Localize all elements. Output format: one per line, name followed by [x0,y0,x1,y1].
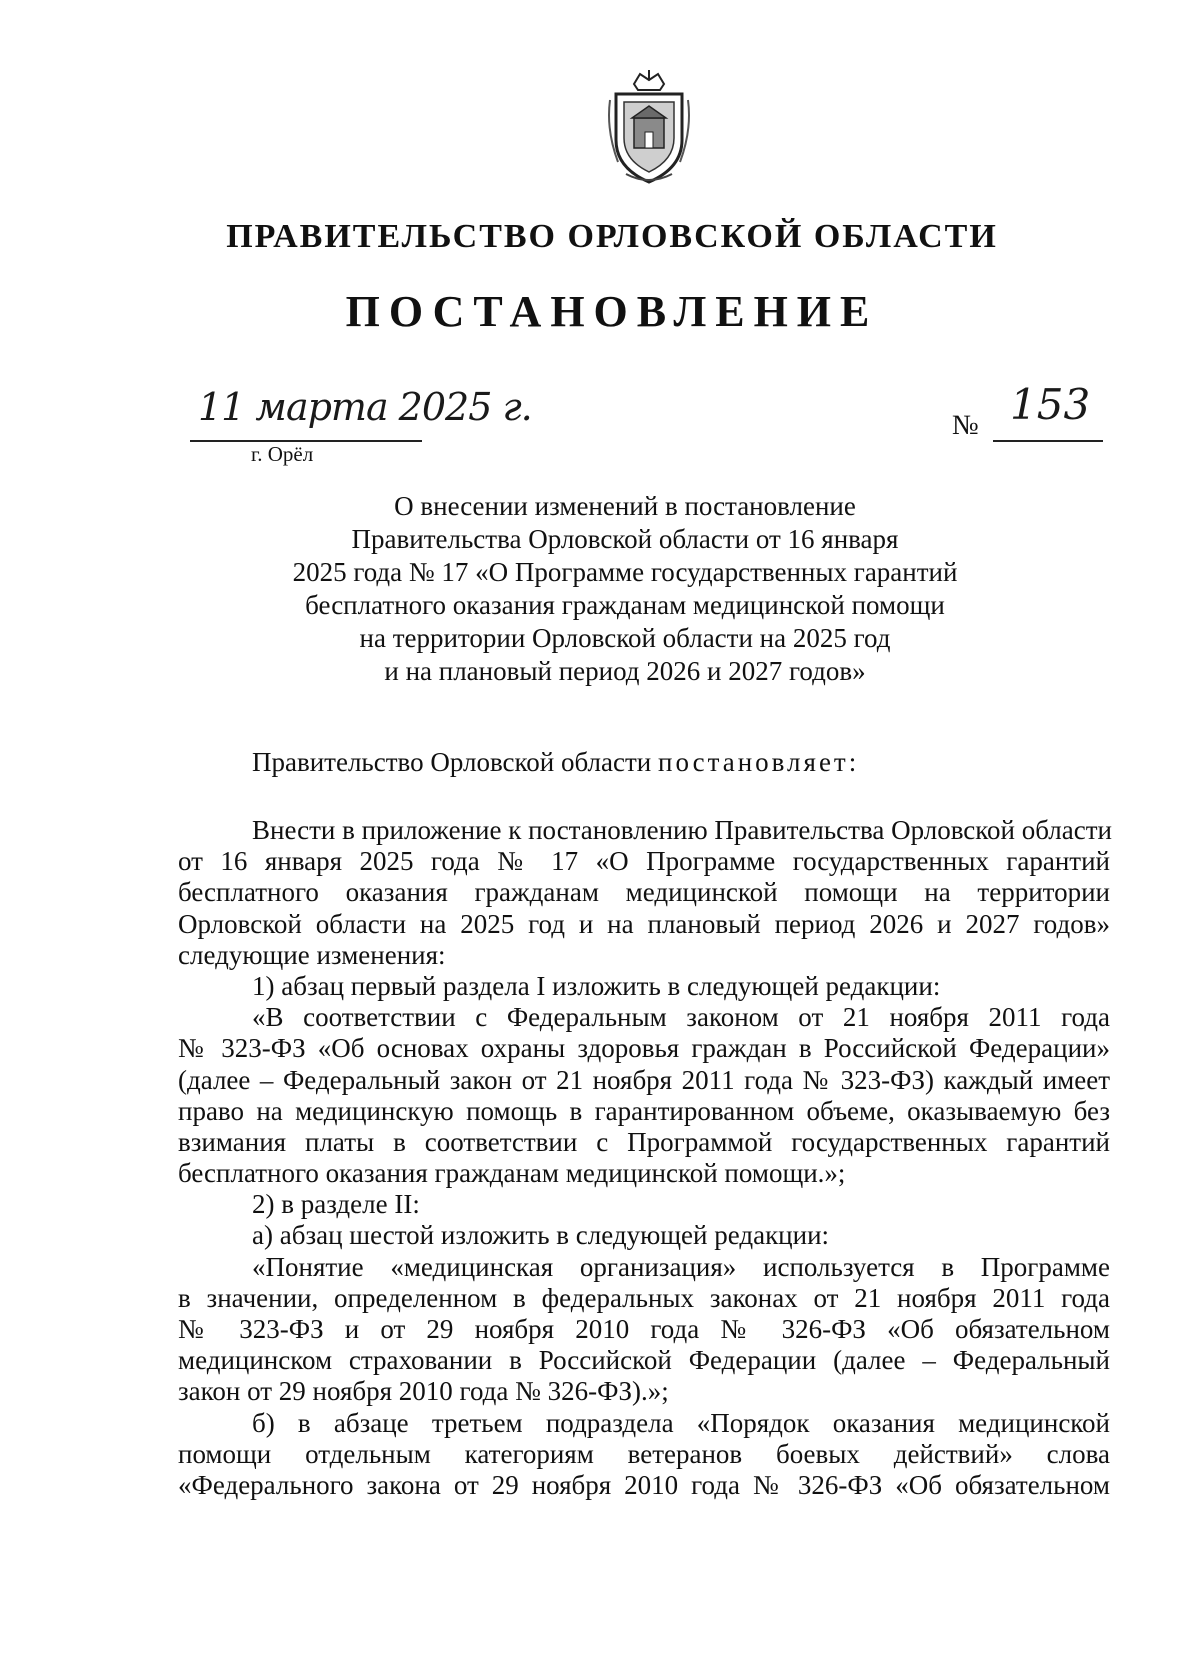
body-line: Орловской области на 2025 год и на плановый период 2026 и 2027 годов» [178,908,1110,939]
subject-line: на территории Орловской области на 2025 год [359,623,891,653]
document-subject [280,490,970,688]
body-line: 1) абзац первый раздела I изложить в следующей редакции: [252,970,941,1001]
body-line: помощи отдельным категориям ветеранов боевых действий» слова [178,1438,1110,1469]
body-line: Внести в приложение к постановлению Правительства Орловской области [252,815,1112,845]
government-title: ПРАВИТЕЛЬСТВО ОРЛОВСКОЙ ОБЛАСТИ [226,218,998,255]
body-line: право на медицинскую помощь в гарантированном объеме, оказываемую без [178,1095,1110,1126]
body-line: взимания платы в соответствии с Программой государственных гарантий [178,1126,1110,1157]
number-label: № [952,410,979,441]
subject-line: и на плановый период 2026 и 2027 годов» [384,656,866,686]
body-line: 2) в разделе II: [252,1189,420,1220]
body-line: закон от 29 ноября 2010 года № 326-ФЗ).»; [178,1376,669,1407]
body-line: (далее – Федеральный закон от 21 ноября 2011 года № 323-ФЗ) каждый имеет [178,1064,1110,1095]
subject-line: О внесении изменений в постановление [394,491,856,521]
body-line: а) абзац шестой изложить в следующей редакции: [252,1220,830,1251]
body-line: в значении, определенном в федеральных законах от 21 ноября 2011 года [178,1282,1110,1313]
body-line: «Понятие «медицинская организация» используется в Программе [252,1251,1110,1282]
body-line: бесплатного оказания гражданам медицинской помощи на территории [178,877,1110,908]
body-line: № 323-ФЗ и от 29 ноября 2010 года № 326-ФЗ «Об обязательном [178,1314,1110,1344]
coat-of-arms-emblem [604,70,694,185]
body-line: медицинском страховании в Российской Федерации (далее – Федеральный [178,1345,1110,1376]
preamble-text: Правительство Орловской области [252,747,652,777]
body-line: «В соответствии с Федеральным законом от 21 ноября 2011 года [252,1002,1110,1033]
handwritten-number: 153 [1010,380,1091,429]
subject-line: 2025 года № 17 «О Программе государственных гарантий [292,557,958,587]
subject-line: бесплатного оказания гражданам медицинской помощи [305,590,945,620]
preamble-resolves-word: постановляет: [658,747,860,777]
preamble [252,747,859,778]
body-line: № 323-ФЗ «Об основах охраны здоровья граждан в Российской Федерации» [178,1033,1110,1064]
number-underline [993,440,1103,442]
handwritten-date: 11 марта 2025 г. [198,385,532,429]
subject-line: Правительства Орловской области от 16 января [351,524,899,554]
document-type-title: ПОСТАНОВЛЕНИЕ [345,287,879,336]
body-line: «Федерального закона от 29 ноября 2010 года № 326-ФЗ «Об обязательном [178,1469,1110,1500]
body-line: б) в абзаце третьем подраздела «Порядок оказания медицинской [252,1407,1110,1438]
body-line: от 16 января 2025 года № 17 «О Программе государственных гарантий [178,846,1110,877]
body-line: следующие изменения: [178,939,446,970]
body-line: бесплатного оказания гражданам медицинской помощи.»; [178,1158,846,1189]
document-body [178,815,1110,1501]
city-label: г. Орёл [251,442,314,466]
